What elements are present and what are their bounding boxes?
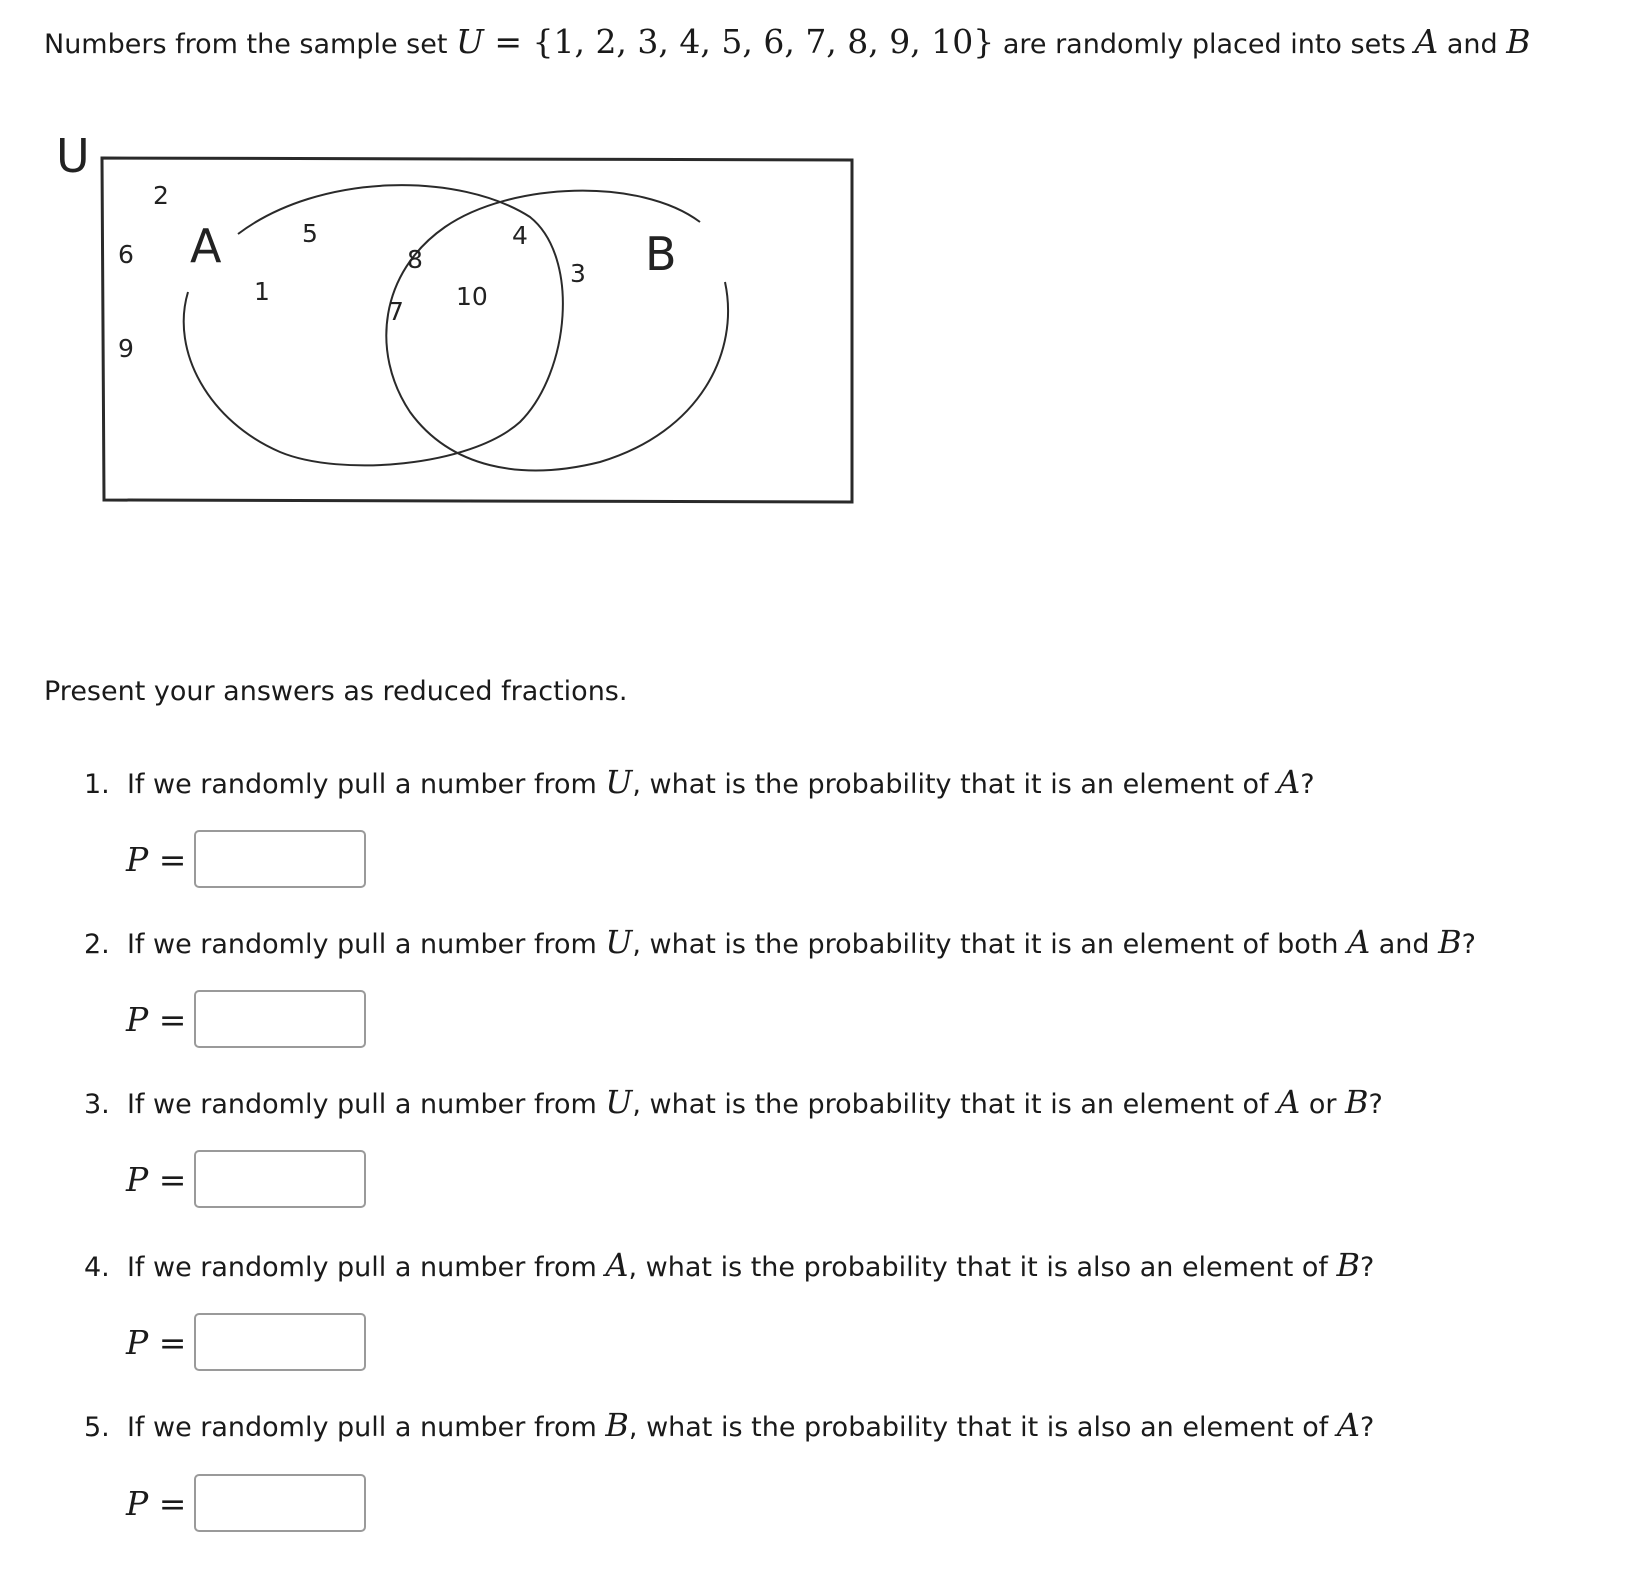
p-var: P — [126, 999, 149, 1039]
question-number: 2. — [84, 929, 110, 960]
instructions-text: Present your answers as reduced fractions. — [44, 676, 628, 707]
universe-label: U — [56, 129, 90, 183]
set-b-label: B — [645, 227, 677, 281]
from-var: A — [605, 1246, 629, 1284]
probability-label — [126, 1323, 194, 1362]
intro-and: and — [1438, 29, 1507, 60]
conjunction: or — [1300, 1089, 1346, 1120]
p-var: P — [126, 1483, 149, 1523]
answer-row-4 — [126, 1311, 366, 1373]
from-var: B — [605, 1406, 629, 1444]
answer-input-1[interactable] — [194, 830, 366, 888]
question-end: ? — [1368, 1089, 1383, 1120]
question-3 — [84, 1082, 1383, 1125]
question-number: 3. — [84, 1089, 110, 1120]
answer-input-3[interactable] — [194, 1150, 366, 1208]
question-text: If we randomly pull a number from — [126, 929, 606, 960]
equals-sign: = — [158, 1483, 187, 1523]
element-outside: 9 — [118, 334, 134, 363]
p-var: P — [126, 839, 149, 879]
target-a-var: A — [1277, 1083, 1301, 1121]
question-number: 4. — [84, 1252, 110, 1283]
venn-diagram — [40, 122, 870, 542]
question-text: If we randomly pull a number from — [126, 1412, 606, 1443]
problem-intro — [44, 22, 1531, 65]
element-only-a: 1 — [254, 277, 270, 306]
question-text-middle: , what is the probability that it is an element of both — [632, 929, 1348, 960]
equals-sign: = — [158, 1159, 187, 1199]
set-a-circle — [184, 185, 563, 465]
answer-input-4[interactable] — [194, 1313, 366, 1371]
answer-row-2 — [126, 988, 366, 1050]
intro-text: Numbers from the sample set — [44, 29, 457, 60]
question-text-middle: , what is the probability that it is an element of — [632, 769, 1278, 800]
element-both: 7 — [388, 297, 404, 326]
question-number: 5. — [84, 1412, 110, 1443]
universe-var: U — [456, 22, 484, 61]
element-both: 8 — [407, 245, 423, 274]
question-number: 1. — [84, 769, 110, 800]
target-a-var: A — [1347, 923, 1371, 961]
from-var: U — [605, 923, 633, 961]
answer-row-3 — [126, 1148, 366, 1210]
element-outside: 2 — [153, 181, 169, 210]
equals-sign: = — [158, 999, 187, 1039]
probability-label — [126, 1160, 194, 1199]
universe-set: {1, 2, 3, 4, 5, 6, 7, 8, 9, 10} — [532, 22, 995, 61]
conjunction: and — [1370, 929, 1439, 960]
target-var: B — [1336, 1246, 1360, 1284]
question-text-middle: , what is the probability that it is also an element of — [628, 1252, 1337, 1283]
target-b-var: B — [1345, 1083, 1369, 1121]
question-text: If we randomly pull a number from — [126, 769, 606, 800]
question-end: ? — [1360, 1252, 1375, 1283]
answer-input-2[interactable] — [194, 990, 366, 1048]
from-var: U — [605, 1083, 633, 1121]
intro-math — [456, 22, 994, 61]
question-text-middle: , what is the probability that it is an element of — [632, 1089, 1278, 1120]
question-4 — [84, 1245, 1374, 1288]
element-only-b: 4 — [512, 221, 528, 250]
target-var: A — [1277, 763, 1301, 801]
from-var: U — [605, 763, 633, 801]
element-only-a: 5 — [302, 219, 318, 248]
equals-sign: = — [158, 1322, 187, 1362]
question-text: If we randomly pull a number from — [126, 1252, 606, 1283]
set-a-var: A — [1414, 22, 1439, 61]
question-text-middle: , what is the probability that it is also an element of — [628, 1412, 1337, 1443]
element-only-b: 3 — [570, 259, 586, 288]
target-var: A — [1336, 1406, 1360, 1444]
equals-sign: = — [483, 22, 533, 61]
set-b-var: B — [1506, 22, 1531, 61]
question-end: ? — [1300, 769, 1315, 800]
element-both: 10 — [456, 282, 488, 311]
question-5 — [84, 1405, 1374, 1448]
question-end: ? — [1461, 929, 1476, 960]
p-var: P — [126, 1159, 149, 1199]
equals-sign: = — [158, 839, 187, 879]
question-2 — [84, 922, 1476, 965]
intro-text-middle: are randomly placed into sets — [994, 29, 1415, 60]
question-text: If we randomly pull a number from — [126, 1089, 606, 1120]
answer-input-5[interactable] — [194, 1474, 366, 1532]
probability-label — [126, 840, 194, 879]
set-b-circle — [386, 191, 728, 471]
element-outside: 6 — [118, 240, 134, 269]
answer-row-5 — [126, 1472, 366, 1534]
question-end: ? — [1360, 1412, 1375, 1443]
answer-row-1 — [126, 828, 366, 890]
set-a-label: A — [190, 219, 222, 273]
question-1 — [84, 762, 1315, 805]
probability-label — [126, 1484, 194, 1523]
p-var: P — [126, 1322, 149, 1362]
target-b-var: B — [1438, 923, 1462, 961]
probability-label — [126, 1000, 194, 1039]
